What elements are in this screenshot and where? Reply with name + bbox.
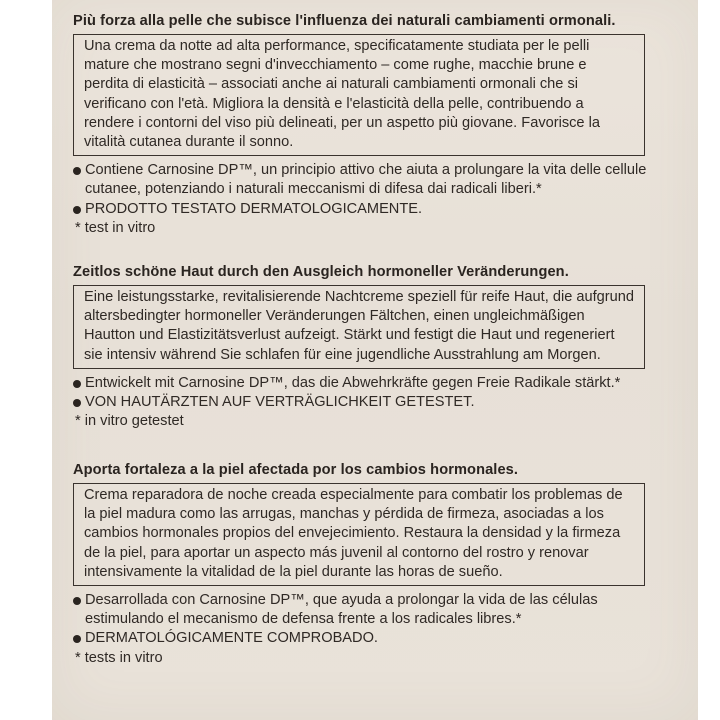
section-heading: Zeitlos schöne Haut durch den Ausgleich hormoneller Veränderungen. (73, 264, 569, 280)
bullet-text: VON HAUTÄRZTEN AUF VERTRÄGLICHKEIT GETESTET. (85, 394, 475, 411)
bullet-dot-icon (73, 399, 81, 407)
bullet-dot-icon (73, 597, 81, 605)
bullet-dot-icon (73, 206, 81, 214)
bullet-list (73, 374, 673, 432)
description-box (73, 483, 645, 586)
description-text: Eine leistungsstarke, revitalisierende Nachtcreme speziell für reife Haut, die aufgrund altersbedingter hormoneller Veränderungen Fältchen, einen ungleichmäßigen Hautton und Elastizitätsverlust aufzeigt. Stärkt und festigt die Haut und regeneriert sie intensiv während Sie schlafen für eine jugendliche Ausstrahlung am Morgen. (84, 289, 634, 363)
bullet-item (73, 629, 673, 648)
bullet-text: DERMATOLÓGICAMENTE COMPROBADO. (85, 630, 378, 647)
bullet-dot-icon (73, 167, 81, 175)
footnote: * in vitro getestet (75, 413, 184, 430)
section-heading: Più forza alla pelle che subisce l'influenza dei naturali cambiamenti ormonali. (73, 13, 616, 29)
footnote: * test in vitro (75, 219, 156, 236)
bullet-text: Entwickelt mit Carnosine DP™, das die Abwehrkräfte gegen Freie Radikale stärkt.* (85, 374, 621, 391)
bullet-list (73, 591, 673, 668)
bullet-item (73, 374, 673, 393)
bullet-item (73, 161, 673, 199)
description-text: Crema reparadora de noche creada especialmente para combatir los problemas de la piel madura como las arrugas, manchas y pérdida de firmeza, asociadas a los cambios hormonales propios del envejecimiento. Restaura la densidad y la firmeza de la piel, para aportar un aspecto más juvenil al contorno del rostro y renovar intensivamente la vitalidad de la piel durante las horas de sueño. (84, 487, 623, 580)
bullet-dot-icon (73, 380, 81, 388)
bullet-item (73, 591, 673, 629)
section-heading: Aporta fortaleza a la piel afectada por los cambios hormonales. (73, 462, 519, 478)
bullet-text: Contiene Carnosine DP™, un principio attivo che aiuta a prolungare la vita delle cellule cutanee, potenziando i naturali meccanismi di difesa dai radicali liberi.* (85, 162, 647, 198)
description-box (73, 285, 645, 369)
description-text: Una crema da notte ad alta performance, specificatamente studiata per le pelli mature che mostrano segni d'invecchiamento – come rughe, macchie brune e perdita di elasticità – associati anche ai naturali cambiamenti ormonali che si verificano con l'età. Migliora la densità e l'elasticità della pelle, contribuendo a rendere i contorni del viso più delineati, per un aspetto più giovane. Favorisce la vitalità cutanea durante il sonno. (84, 38, 600, 151)
bullet-text: PRODOTTO TESTATO DERMATOLOGICAMENTE. (85, 200, 423, 217)
bullet-item (73, 393, 673, 412)
section-italian (73, 12, 673, 238)
description-box (73, 34, 645, 156)
section-german (73, 263, 673, 431)
bullet-list (73, 161, 673, 238)
bullet-item (73, 200, 673, 219)
bullet-dot-icon (73, 635, 81, 643)
footnote: * tests in vitro (75, 649, 163, 666)
section-spanish (73, 461, 673, 668)
bullet-text: Desarrollada con Carnosine DP™, que ayuda a prolongar la vida de las células estimulando el mecanismo de defensa frente a los radicales libres.* (85, 592, 598, 628)
